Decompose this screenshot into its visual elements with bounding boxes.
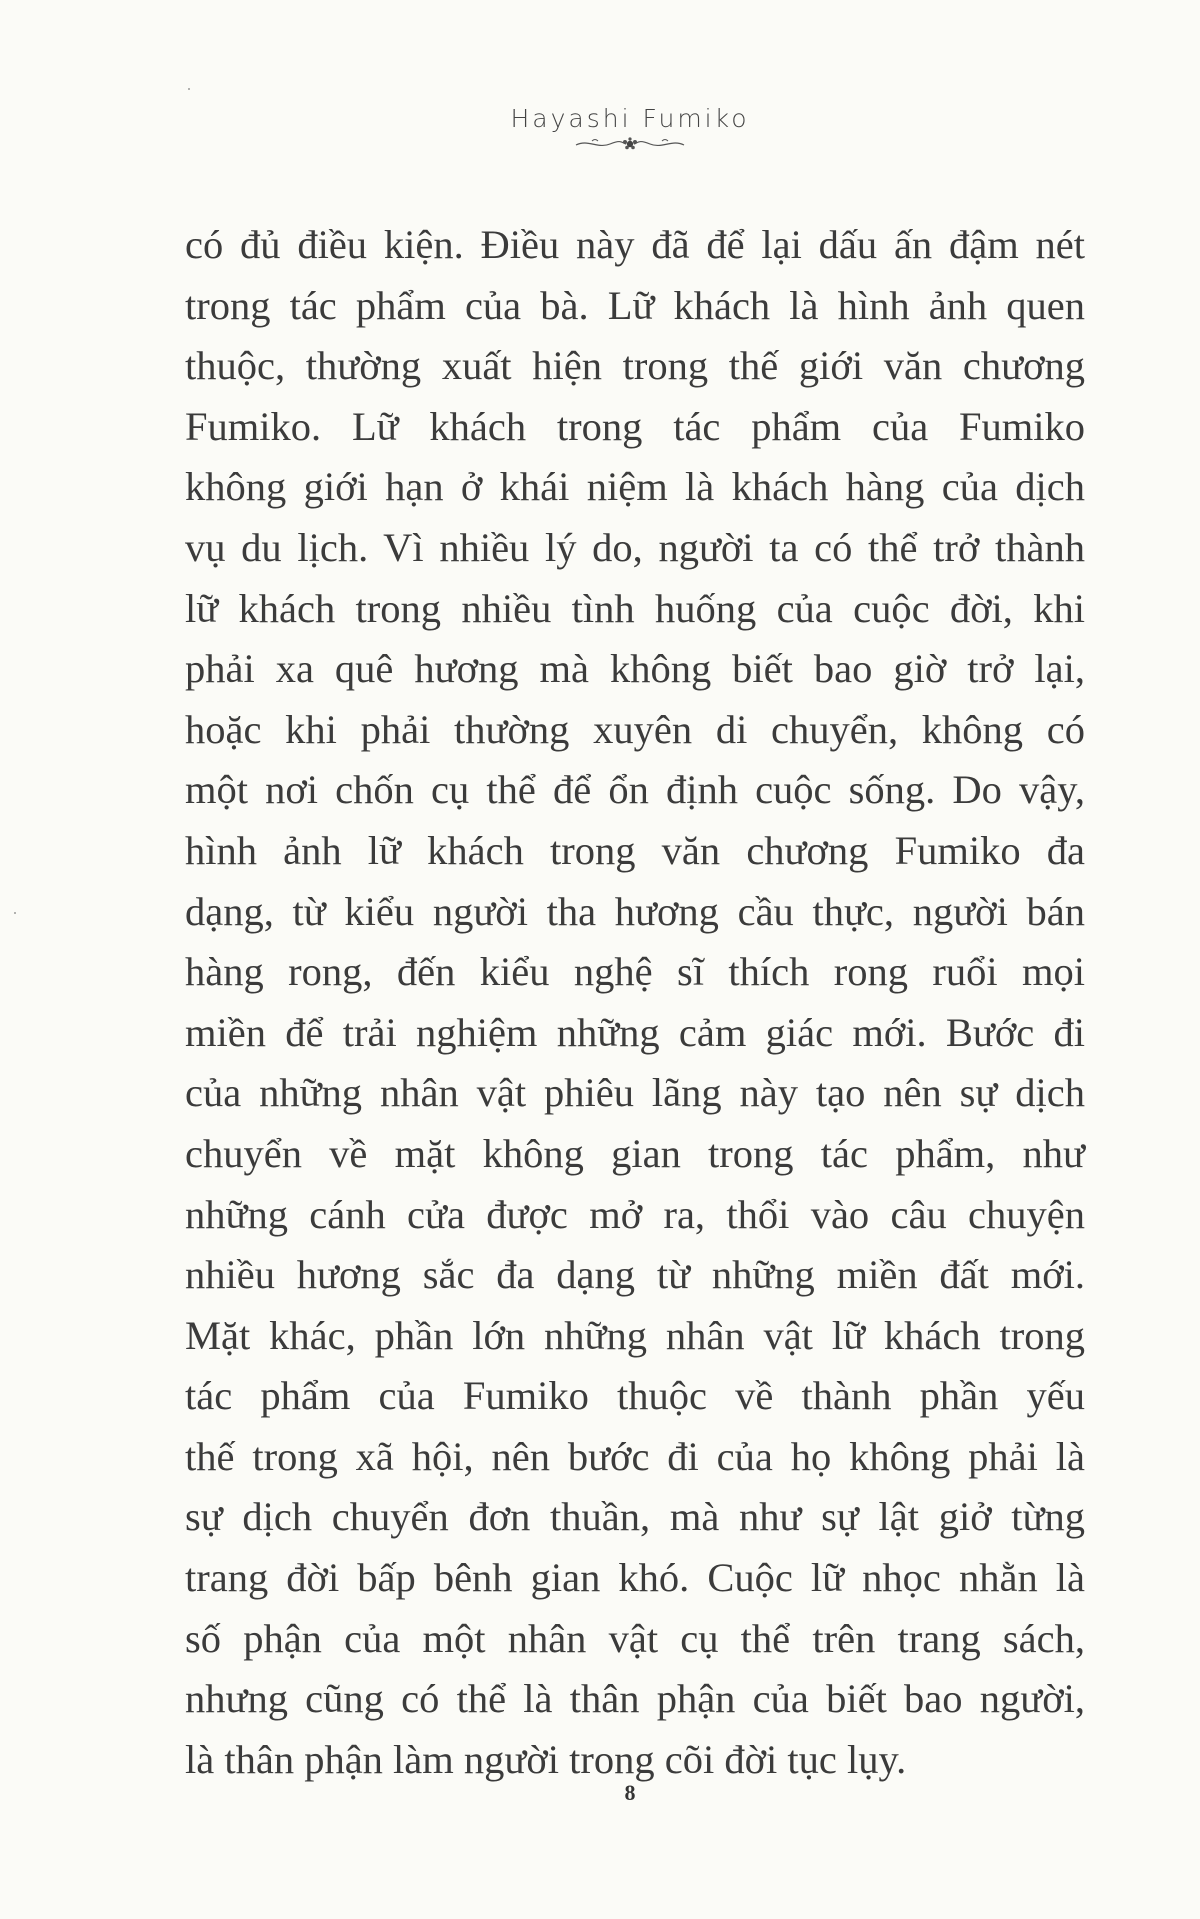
running-header — [0, 104, 1200, 153]
floral-divider-icon — [510, 135, 690, 153]
text-line-last: là thân phận làm người trong cõi đời tục lụy. — [185, 1736, 907, 1782]
author-name: Hayashi Fumiko — [510, 104, 750, 133]
text-line: thuộc, thường xuất hiện trong thế giới văn chương — [185, 343, 1085, 389]
text-line: nhiều hương sắc đa dạng từ những miền đất mới. — [185, 1252, 1085, 1298]
body-paragraph — [185, 215, 1085, 1790]
text-line: vụ du lịch. Vì nhiều lý do, người ta có thể trở thành — [185, 524, 1085, 570]
text-line: Mặt khác, phần lớn những nhân vật lữ khách trong — [185, 1312, 1085, 1358]
text-line: lữ khách trong nhiều tình huống của cuộc đời, khi — [185, 585, 1085, 631]
text-line: có đủ điều kiện. Điều này đã để lại dấu ấn đậm nét — [185, 222, 1085, 267]
text-line: trang đời bấp bênh gian khó. Cuộc lữ nhọc nhằn là — [185, 1555, 1085, 1601]
text-line: hoặc khi phải thường xuyên di chuyển, không có — [185, 706, 1085, 752]
text-line: sự dịch chuyển đơn thuần, mà như sự lật giở từng — [185, 1494, 1085, 1540]
text-line: Fumiko. Lữ khách trong tác phẩm của Fumiko — [185, 403, 1085, 449]
text-line: miền để trải nghiệm những cảm giác mới. Bước đi — [185, 1009, 1085, 1055]
text-line: những cánh cửa được mở ra, thổi vào câu chuyện — [185, 1191, 1085, 1237]
text-line: không giới hạn ở khái niệm là khách hàng của dịch — [185, 464, 1085, 510]
text-line: trong tác phẩm của bà. Lữ khách là hình ảnh quen — [185, 282, 1085, 328]
text-line: hình ảnh lữ khách trong văn chương Fumiko đa — [185, 827, 1085, 873]
paper-speck — [14, 912, 16, 914]
text-line: số phận của một nhân vật cụ thể trên trang sách, — [185, 1615, 1085, 1661]
paper-speck — [188, 88, 190, 90]
text-line: một nơi chốn cụ thể để ổn định cuộc sống. Do vậy, — [185, 767, 1085, 813]
text-line: thế trong xã hội, nên bước đi của họ không phải là — [185, 1433, 1085, 1479]
page-number: 8 — [624, 1780, 636, 1805]
text-line: nhưng cũng có thể là thân phận của biết bao người, — [185, 1676, 1085, 1722]
text-line: của những nhân vật phiêu lãng này tạo nên sự dịch — [185, 1070, 1085, 1116]
text-line: chuyển về mặt không gian trong tác phẩm, như — [185, 1130, 1085, 1176]
text-line: hàng rong, đến kiểu nghệ sĩ thích rong ruổi mọi — [185, 949, 1085, 995]
text-line: phải xa quê hương mà không biết bao giờ trở lại, — [185, 646, 1085, 692]
text-line: dạng, từ kiểu người tha hương cầu thực, người bán — [185, 888, 1085, 934]
text-line: tác phẩm của Fumiko thuộc về thành phần yếu — [185, 1373, 1085, 1419]
